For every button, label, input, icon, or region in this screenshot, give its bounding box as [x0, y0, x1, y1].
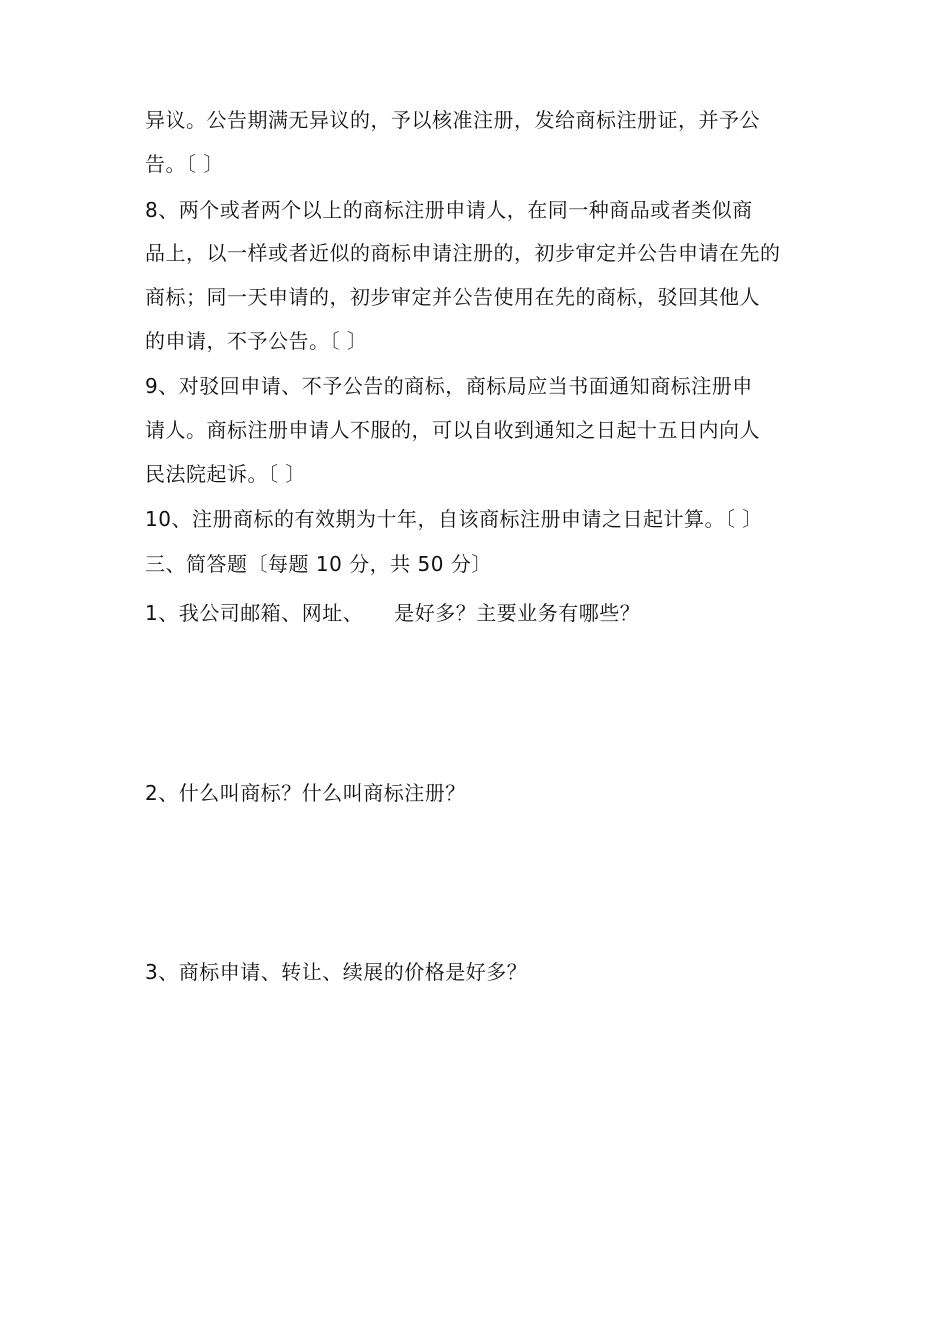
- text-line-q9-3: 民法院起诉。〔 〕: [145, 462, 306, 486]
- text-line-q8-1: 8、两个或者两个以上的商标注册申请人，在同一种商品或者类似商: [145, 198, 753, 222]
- text-line-q7-end: 异议。公告期满无异议的，予以核准注册，发给商标注册证，并予公: [145, 108, 760, 132]
- section-heading-short-answer: 三、简答题〔每题 10 分，共 50 分〕: [145, 552, 492, 576]
- text-line-q8-2: 品上，以一样或者近似的商标申请注册的，初步审定并公告申请在先的: [145, 241, 781, 265]
- text-line-q9-1: 9、对驳回申请、不予公告的商标，商标局应当书面通知商标注册申: [145, 374, 753, 398]
- text-line-q10: 10、注册商标的有效期为十年，自该商标注册申请之日起计算。〔 〕: [145, 507, 763, 531]
- short-answer-question-3: 3、商标申请、转让、续展的价格是好多？: [145, 960, 528, 984]
- text-line-q9-2: 请人。商标注册申请人不服的，可以自收到通知之日起十五日内向人: [145, 418, 760, 442]
- short-answer-question-2: 2、什么叫商标？什么叫商标注册？: [145, 781, 466, 805]
- text-line-q8-4: 的申请，不予公告。〔 〕: [145, 329, 368, 353]
- text-line-q7-answer: 告。〔 〕: [145, 152, 224, 176]
- short-answer-question-1: 1、我公司邮箱、网址、 是好多？主要业务有哪些？: [145, 601, 641, 625]
- text-line-q8-3: 商标；同一天申请的，初步审定并公告使用在先的商标，驳回其他人: [145, 285, 760, 309]
